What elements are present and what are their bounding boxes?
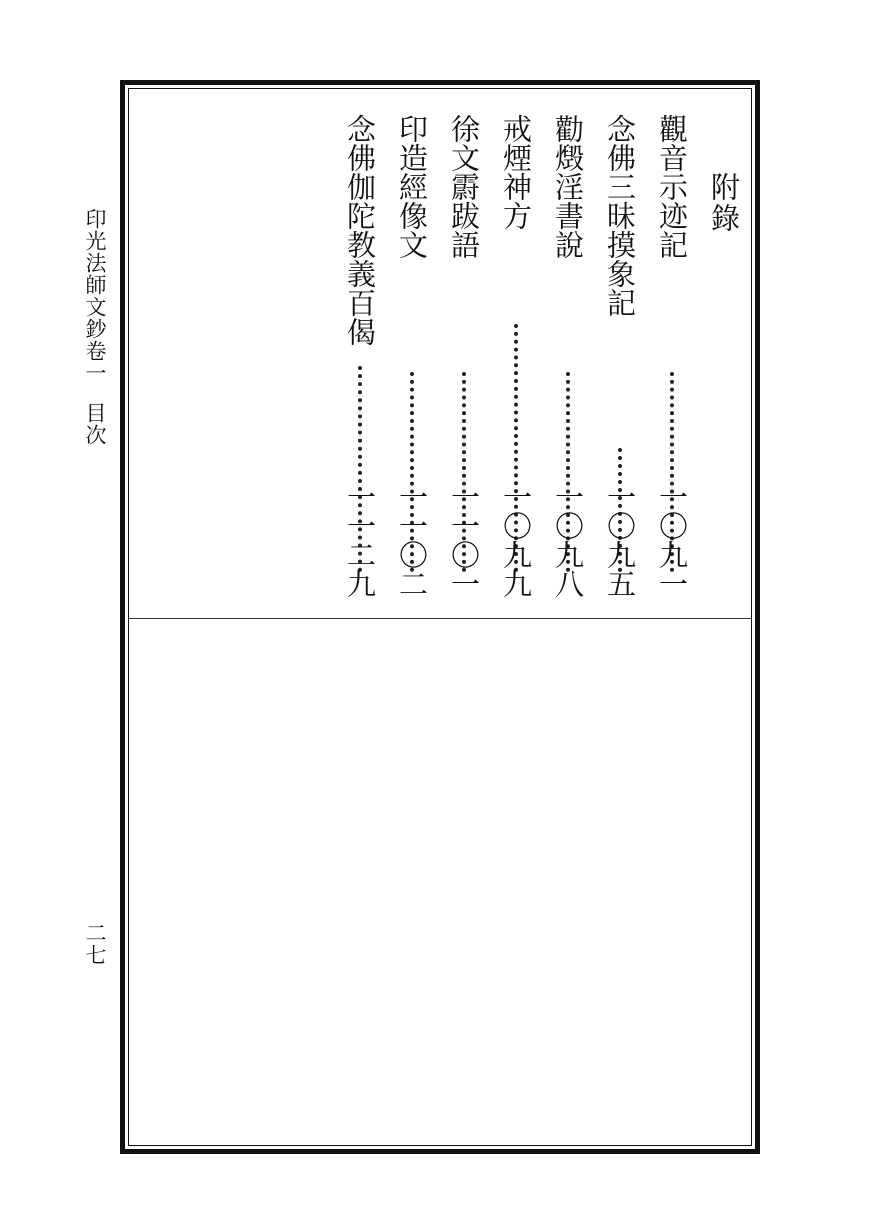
entry-title: 印造經像文 [395,114,429,259]
toc-entry [596,114,644,604]
entry-title: 念佛伽陀教義百偈 [343,114,377,346]
entry-title: 念佛三昧摸象記 [603,114,637,317]
entry-page: 一一〇二 [395,482,429,598]
entry-page: 一〇九九 [499,482,533,598]
page-number: 二七 [83,922,107,966]
toc-entry [492,114,540,604]
fold-line [128,618,752,619]
toc-entry [648,114,696,604]
toc-entry [544,114,592,604]
section-label: 目次 [83,402,107,446]
book-title: 印光法師文鈔卷一 [83,208,107,384]
toc-entry [336,114,384,604]
entry-page: 一〇九五 [603,482,637,598]
toc-entry [388,114,436,604]
toc-entry [440,114,488,604]
entry-page: 一〇九一 [655,482,689,598]
entry-page: 一〇九八 [551,482,585,598]
entry-title: 戒煙神方 [499,114,533,230]
entry-title: 觀音示迹記 [655,114,689,259]
running-head [80,208,110,446]
section-heading: 附錄 [707,172,741,234]
entry-page: 一一〇一 [447,482,481,598]
entry-title: 勸燬淫書說 [551,114,585,259]
entry-title: 徐文霨跋語 [447,114,481,259]
entry-page: 一一二九 [343,482,377,598]
